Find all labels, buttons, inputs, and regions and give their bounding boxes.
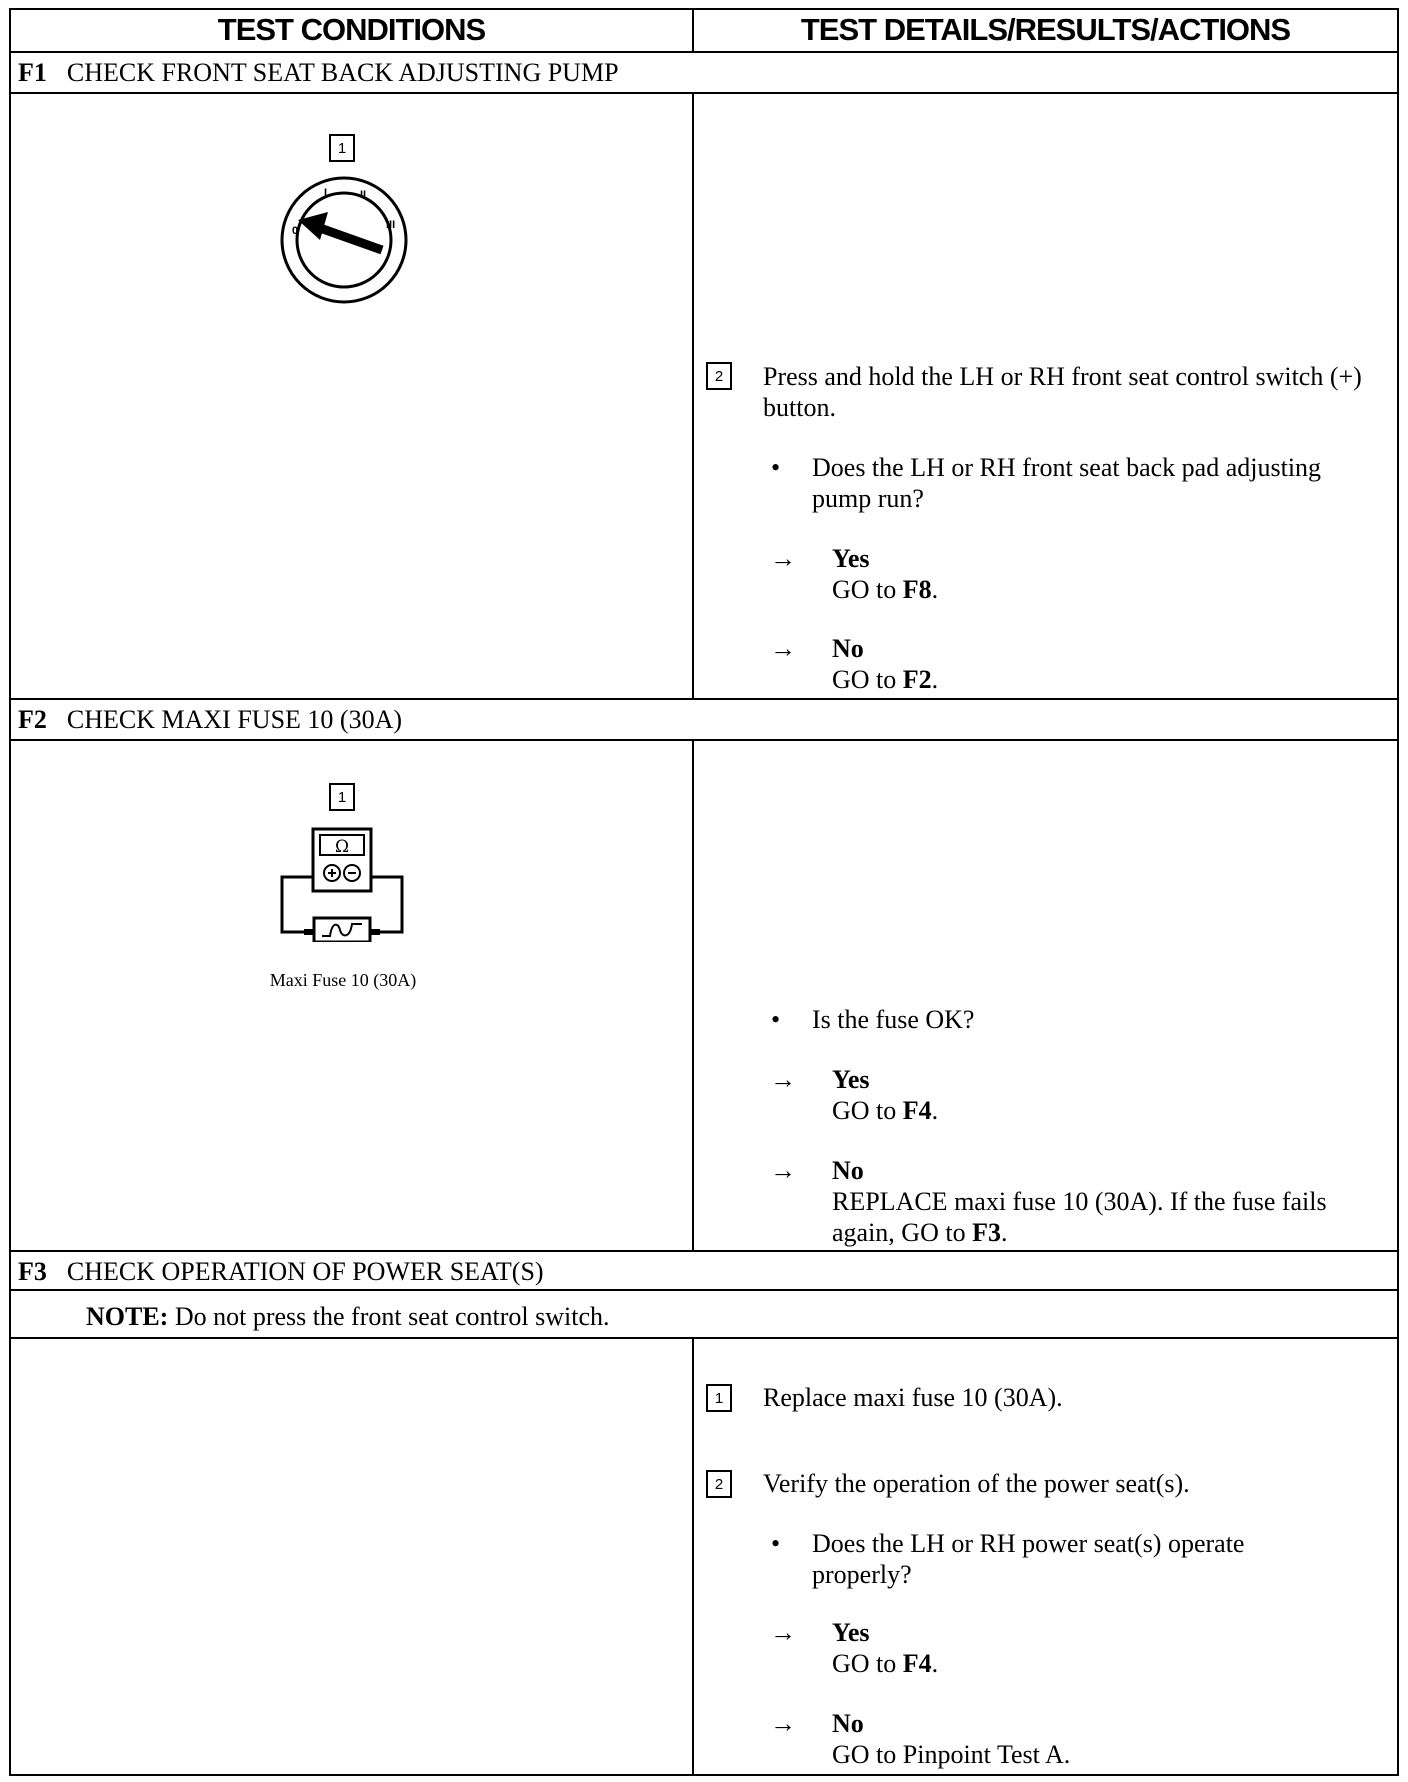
- f2-yes-action: GO to F4.: [832, 1096, 939, 1125]
- ohmmeter-icon: [278, 826, 408, 942]
- f1-yes-arrow: →: [770, 544, 796, 573]
- f3-step2-box: 2: [706, 1470, 732, 1498]
- ignition-pos-1: I: [324, 187, 328, 199]
- ignition-pos-3: III: [386, 219, 396, 231]
- f1-yes-target: F8: [902, 575, 932, 604]
- section-f1-title: [18, 58, 619, 88]
- header-test-conditions: TEST CONDITIONS: [217, 12, 486, 47]
- section-f1-id: F1: [18, 58, 47, 87]
- section-f3-id: F3: [18, 1257, 47, 1286]
- f1-step2-text: Press and hold the LH or RH front seat control switch (+) button.: [763, 362, 1362, 422]
- ohm-symbol: Ω: [334, 837, 350, 857]
- f2-no-action: REPLACE maxi fuse 10 (30A). If the fuse fails again, GO to F3.: [832, 1187, 1327, 1247]
- f3-step1-box: 1: [706, 1384, 732, 1412]
- f2-step1-box: 1: [329, 783, 355, 811]
- f3-yes-arrow: →: [770, 1618, 796, 1647]
- f2-no-label: No: [832, 1156, 864, 1185]
- f2-yes-label: Yes: [832, 1065, 870, 1094]
- section-f2-text: CHECK MAXI FUSE 10 (30A): [66, 705, 403, 734]
- section-f3-text: CHECK OPERATION OF POWER SEAT(S): [66, 1257, 544, 1286]
- f3-question: Does the LH or RH power seat(s) operate properly?: [812, 1529, 1245, 1589]
- section-f1-text: CHECK FRONT SEAT BACK ADJUSTING PUMP: [66, 58, 619, 87]
- f3-step2-text: Verify the operation of the power seat(s).: [763, 1469, 1190, 1498]
- f3-note: [86, 1302, 610, 1332]
- section-f3-title: [18, 1257, 544, 1287]
- f2-no-arrow: →: [770, 1156, 796, 1185]
- f1-no-target: F2: [902, 665, 932, 694]
- f1-yes-action: GO to F8.: [832, 575, 939, 604]
- ignition-pos-0: 0: [292, 225, 299, 237]
- f2-no-target: F3: [972, 1218, 1001, 1247]
- f2-yes-arrow: →: [770, 1065, 796, 1094]
- f3-yes-target: F4: [902, 1649, 932, 1678]
- f3-no-action: GO to Pinpoint Test A.: [832, 1740, 1071, 1769]
- f3-yes-label: Yes: [832, 1618, 870, 1647]
- f1-yes-label: Yes: [832, 544, 870, 573]
- f3-bullet: •: [771, 1529, 781, 1558]
- ignition-switch-icon: [278, 176, 410, 306]
- f1-bullet: •: [771, 453, 781, 482]
- f3-note-label: NOTE:: [86, 1302, 169, 1331]
- f3-no-arrow: →: [770, 1709, 796, 1738]
- ignition-pos-2: II: [360, 189, 367, 201]
- f2-question: Is the fuse OK?: [812, 1005, 975, 1034]
- f3-step1-text: Replace maxi fuse 10 (30A).: [763, 1383, 1063, 1412]
- fuse-caption: Maxi Fuse 10 (30A): [269, 970, 417, 990]
- f1-step2-box: 2: [706, 362, 732, 390]
- f3-no-label: No: [832, 1709, 864, 1738]
- section-f2-id: F2: [18, 705, 47, 734]
- f1-no-arrow: →: [770, 634, 796, 663]
- f1-no-label: No: [832, 634, 864, 663]
- section-f2-title: [18, 705, 402, 735]
- f1-step1-box: 1: [329, 134, 355, 162]
- f2-bullet: •: [771, 1005, 781, 1034]
- f1-question: Does the LH or RH front seat back pad adjusting pump run?: [812, 453, 1322, 513]
- header-test-details: TEST DETAILS/RESULTS/ACTIONS: [800, 12, 1291, 47]
- f2-yes-target: F4: [902, 1096, 932, 1125]
- f3-note-text: Do not press the front seat control switch.: [168, 1302, 610, 1331]
- f3-yes-action: GO to F4.: [832, 1649, 939, 1678]
- f1-no-action: GO to F2.: [832, 665, 939, 694]
